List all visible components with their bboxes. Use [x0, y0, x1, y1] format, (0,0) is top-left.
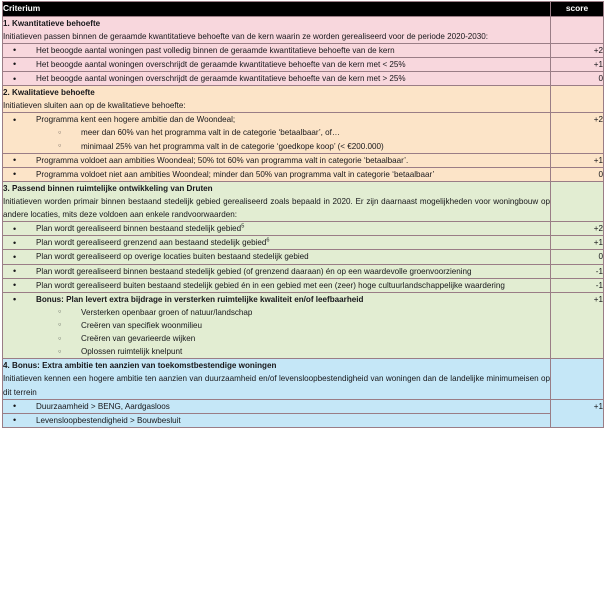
table-row [3, 264, 604, 278]
criterion-text: • Het beoogde aantal woningen past volledig binnen de geraamde kwantitatieve behoefte van de kern [3, 44, 550, 57]
section-intro: Initiatieven passen binnen de geraamde kwantitatieve behoefte van de kern waarin ze worden gerealiseerd voor de periode 2020-2030: [3, 31, 489, 41]
criterion-score-merged: +1 [551, 399, 604, 427]
section-header-row-bonus-toekomstbestendige-woningen [3, 359, 604, 399]
criterion-subitem: ○ Versterken openbaar groen of natuur/landschap [3, 306, 550, 319]
criterion-score: +1 [551, 292, 604, 359]
section-intro: Initiatieven kennen een hogere ambitie ten aanzien van duurzaamheid en/of levensloopbestendigheid van woningen dan de landelijke minimumeisen op dit terrein [3, 374, 550, 397]
criterion-text: • Plan wordt gerealiseerd buiten bestaand stedelijk gebied én in een gebied met een (zeer) hoge cultuurlandschappelijke waardering [3, 279, 550, 292]
criterion-cell [3, 167, 551, 181]
section-title-score [551, 16, 604, 43]
criterion-text: • Het beoogde aantal woningen overschrijdt de geraamde kwantitatieve behoefte van de kern met > 25% [3, 72, 550, 85]
table-row [3, 236, 604, 250]
section-header-row-kwalitatieve-behoefte [3, 86, 604, 113]
section-title: 2. Kwalitatieve behoefte [3, 88, 95, 98]
section-title-score [551, 359, 604, 399]
criterion-text: • Levensloopbestendigheid > Bouwbesluit [3, 414, 550, 427]
criterion-label: Plan wordt gerealiseerd binnen bestaand stedelijk gebied [36, 224, 242, 234]
footnote-marker: 6 [266, 237, 270, 244]
criterion-text [3, 236, 550, 249]
section-header-row-passend-ruimtelijke-ontwikkeling [3, 181, 604, 221]
header-row [3, 2, 604, 17]
criterion-cell [3, 292, 551, 359]
criterion-text: • Plan wordt gerealiseerd op overige locaties buiten bestaand stedelijk gebied [3, 250, 550, 263]
section-title: 3. Passend binnen ruimtelijke ontwikkeling van Druten [3, 183, 213, 193]
table-row [3, 413, 604, 427]
criterion-cell [3, 236, 551, 250]
criterion-score: +2 [551, 222, 604, 236]
criterion-subitem: ○ Creëren van gevarieerde wijken [3, 332, 550, 345]
criterion-score: -1 [551, 278, 604, 292]
table-row [3, 153, 604, 167]
criterion-cell [3, 57, 551, 71]
table-row [3, 278, 604, 292]
criterion-cell [3, 399, 551, 413]
criterion-cell [3, 222, 551, 236]
table-row-bonus [3, 292, 604, 359]
table-row [3, 72, 604, 86]
section-title-cell [3, 86, 551, 113]
criterion-subitem: ○ Creëren van specifiek woonmilieu [3, 319, 550, 332]
criterion-score: +1 [551, 236, 604, 250]
table-header [3, 2, 604, 17]
table-body [3, 16, 604, 427]
criterion-cell [3, 43, 551, 57]
criterion-score: 0 [551, 250, 604, 264]
criterion-text: • Bonus: Plan levert extra bijdrage in versterken ruimtelijke kwaliteit en/of leefbaarheid [3, 293, 550, 306]
criterion-subitem: ○ minimaal 25% van het programma valt in de categorie ‘goedkope koop’ (< €200.000) [3, 140, 550, 153]
section-title: 1. Kwantitatieve behoefte [3, 18, 101, 28]
criterion-score: -1 [551, 264, 604, 278]
table-row [3, 250, 604, 264]
criterion-label: Plan wordt gerealiseerd grenzend aan bestaand stedelijk gebied [36, 238, 267, 248]
criterion-cell [3, 113, 551, 153]
criterion-text [3, 222, 550, 235]
criterion-text: • Het beoogde aantal woningen overschrijdt de geraamde kwantitatieve behoefte van de kern met < 25% [3, 58, 550, 71]
criterion-text: • Programma kent een hogere ambitie dan de Woondeal; [3, 113, 550, 126]
section-title-cell [3, 16, 551, 43]
criterion-cell [3, 413, 551, 427]
column-header-score: score [551, 2, 604, 17]
criterion-score: +2 [551, 43, 604, 57]
criteria-scoring-table [2, 1, 604, 428]
criterion-text: • Plan wordt gerealiseerd binnen bestaand stedelijk gebied (of grenzend daaraan) én op een waardevolle groenvoorziening [3, 265, 550, 278]
table-row [3, 167, 604, 181]
section-title-score [551, 181, 604, 221]
criterion-cell [3, 72, 551, 86]
column-header-criterium: Criterium [3, 2, 551, 17]
table-row [3, 113, 604, 153]
criterion-score: 0 [551, 72, 604, 86]
criterion-text: • Programma voldoet niet aan ambities Woondeal; minder dan 50% van programma valt in categorie ‘betaalbaar’ [3, 168, 550, 181]
criterion-text: • Programma voldoet aan ambities Woondeal; 50% tot 60% van programma valt in categorie ‘betaalbaar’. [3, 154, 550, 167]
criterion-score: +1 [551, 57, 604, 71]
criterion-cell [3, 264, 551, 278]
footnote-marker: 5 [241, 223, 245, 230]
section-intro: Initiatieven worden primair binnen bestaand stedelijk gebied gerealiseerd zoals bepaald in 2020. Er zijn daarnaast mogelijkheden voor woningbouw op andere locaties, mits deze voldoen aan enkele randvoorwaarden: [3, 197, 550, 220]
criterion-cell [3, 250, 551, 264]
criterion-score: +2 [551, 113, 604, 153]
section-header-row-kwantitatieve-behoefte [3, 16, 604, 43]
table-row [3, 222, 604, 236]
section-intro: Initiatieven sluiten aan op de kwalitatieve behoefte: [3, 101, 186, 111]
criterion-cell [3, 153, 551, 167]
table-row [3, 43, 604, 57]
table-row [3, 57, 604, 71]
criterion-score: +1 [551, 153, 604, 167]
criterion-subitem: ○ Oplossen ruimtelijk knelpunt [3, 345, 550, 358]
criterion-cell [3, 278, 551, 292]
criterion-subitem: ○ meer dan 60% van het programma valt in de categorie ‘betaalbaar’, of… [3, 126, 550, 139]
section-title: 4. Bonus: Extra ambitie ten aanzien van toekomstbestendige woningen [3, 361, 277, 371]
section-title-cell [3, 181, 551, 221]
section-title-cell [3, 359, 551, 399]
section-title-score [551, 86, 604, 113]
criterion-text: • Duurzaamheid > BENG, Aardgasloos [3, 400, 550, 413]
table-row [3, 399, 604, 413]
criterion-score: 0 [551, 167, 604, 181]
